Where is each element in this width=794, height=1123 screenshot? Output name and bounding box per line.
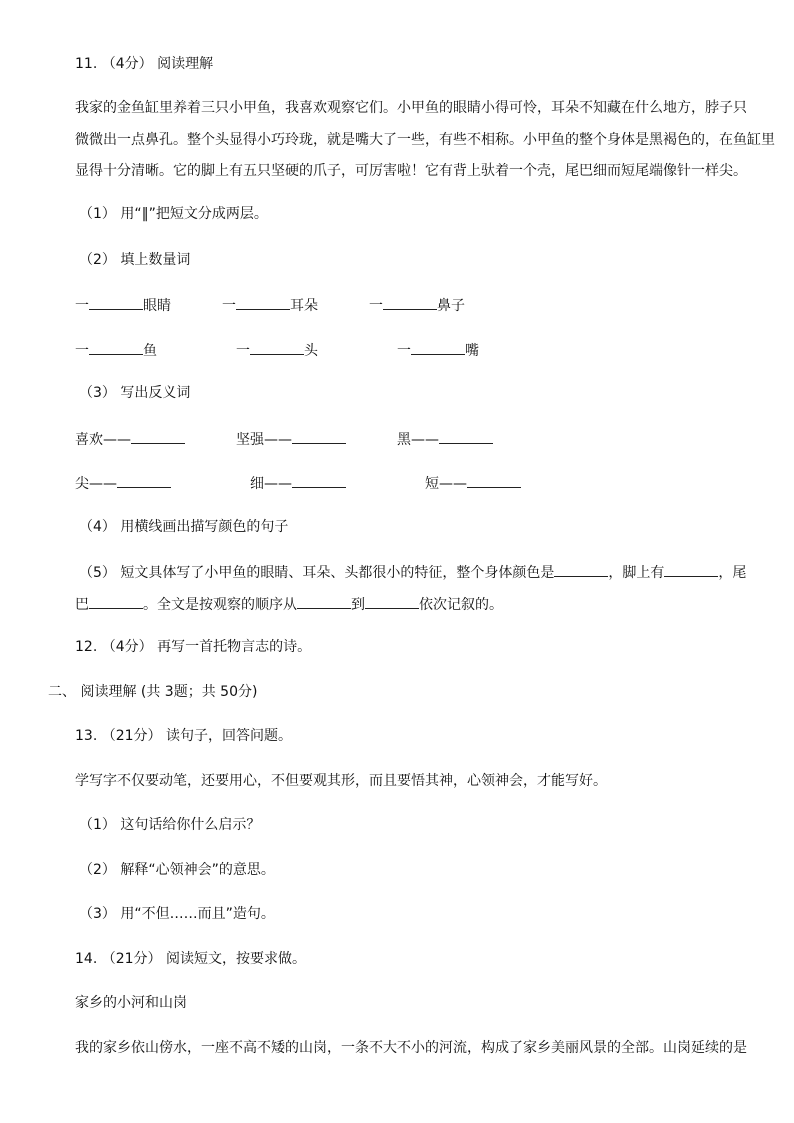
answer-blank[interactable] <box>131 428 185 444</box>
antonym-word: 黑—— <box>397 432 439 448</box>
measure-word-item <box>75 339 157 361</box>
item-word: 耳朵 <box>290 298 318 314</box>
q13-sub1: （1） 这句话给你什么启示？ <box>79 817 261 833</box>
item-word: 鱼 <box>143 343 157 359</box>
question-11-header: 11. （4分） 阅读理解 <box>75 56 214 72</box>
answer-blank[interactable] <box>383 294 437 310</box>
antonym-item <box>397 428 493 450</box>
measure-word-item <box>397 339 479 361</box>
sub5-text: 依次记叙的。 <box>419 597 503 613</box>
sub5-text: ，脚上有 <box>608 565 665 581</box>
q14-title: 家乡的小河和山岗 <box>75 995 187 1011</box>
item-prefix: 一 <box>236 343 250 359</box>
q11-sub5-line1 <box>79 561 746 583</box>
measure-word-item <box>222 294 318 316</box>
antonym-word: 尖—— <box>75 476 117 492</box>
item-prefix: 一 <box>222 298 236 314</box>
q13-sub3: （3） 用“不但……而且”造句。 <box>79 906 275 922</box>
item-prefix: 一 <box>75 298 89 314</box>
answer-blank[interactable] <box>365 593 419 609</box>
answer-blank[interactable] <box>89 593 143 609</box>
item-prefix: 一 <box>397 343 411 359</box>
sub5-text: 巴 <box>75 597 89 613</box>
passage-line-1: 我家的金鱼缸里养着三只小甲鱼，我喜欢观察它们。小甲鱼的眼睛小得可怜，耳朵不知藏在什么地方，脖子只 <box>75 100 747 116</box>
item-word: 嘴 <box>465 343 479 359</box>
answer-blank[interactable] <box>554 561 608 577</box>
antonym-item <box>250 472 346 494</box>
q11-sub3: （3） 写出反义词 <box>79 385 191 401</box>
answer-blank[interactable] <box>117 472 171 488</box>
antonym-word: 细—— <box>250 476 292 492</box>
q11-sub5-line2 <box>75 593 503 615</box>
passage-line-2: 微微出一点鼻孔。整个头显得小巧玲珑，就是嘴大了一些，有些不相称。小甲鱼的整个身体是黑褐色的，在鱼缸里 <box>75 132 775 148</box>
antonym-word: 短—— <box>425 476 467 492</box>
answer-blank[interactable] <box>292 472 346 488</box>
section-2-header: 二、 阅读理解 (共 3题；共 50分) <box>48 684 258 700</box>
answer-blank[interactable] <box>411 339 465 355</box>
measure-word-item <box>75 294 171 316</box>
item-prefix: 一 <box>369 298 383 314</box>
antonym-item <box>75 472 171 494</box>
question-12: 12. （4分） 再写一首托物言志的诗。 <box>75 639 312 655</box>
answer-blank[interactable] <box>89 294 143 310</box>
antonym-word: 喜欢—— <box>75 432 131 448</box>
q11-sub1: （1） 用“‖”把短文分成两层。 <box>79 206 268 222</box>
antonym-item <box>425 472 521 494</box>
answer-blank[interactable] <box>467 472 521 488</box>
answer-blank[interactable] <box>89 339 143 355</box>
q13-sub2: （2） 解释“心领神会”的意思。 <box>79 862 275 878</box>
question-13-header: 13. （21分） 读句子，回答问题。 <box>75 728 292 744</box>
item-prefix: 一 <box>75 343 89 359</box>
measure-word-item <box>369 294 465 316</box>
q11-sub2: （2） 填上数量词 <box>79 252 191 268</box>
q14-text: 我的家乡依山傍水，一座不高不矮的山岗，一条不大不小的河流，构成了家乡美丽风景的全部。山岗延续的是 <box>75 1040 747 1056</box>
sub5-text: ，尾 <box>718 565 747 581</box>
answer-blank[interactable] <box>236 294 290 310</box>
item-word: 眼睛 <box>143 298 171 314</box>
sub5-text: 到 <box>351 597 365 613</box>
item-word: 头 <box>304 343 318 359</box>
item-word: 鼻子 <box>437 298 465 314</box>
sub5-text: （5） 短文具体写了小甲鱼的眼睛、耳朵、头都很小的特征，整个身体颜色是 <box>79 565 555 581</box>
answer-blank[interactable] <box>292 428 346 444</box>
q11-sub4: （4） 用横线画出描写颜色的句子 <box>79 519 289 535</box>
sub5-text: 。全文是按观察的顺序从 <box>143 597 297 613</box>
antonym-word: 坚强—— <box>236 432 292 448</box>
q13-sentence: 学写字不仅要动笔，还要用心，不但要观其形，而且要悟其神，心领神会，才能写好。 <box>75 773 607 789</box>
antonym-item <box>75 428 185 450</box>
passage-line-3: 显得十分清晰。它的脚上有五只坚硬的爪子，可厉害啦！它有背上驮着一个壳，尾巴细而短尾端像针一样尖。 <box>75 163 747 179</box>
answer-blank[interactable] <box>297 593 351 609</box>
antonym-item <box>236 428 346 450</box>
answer-blank[interactable] <box>664 561 718 577</box>
answer-blank[interactable] <box>250 339 304 355</box>
question-14-header: 14. （21分） 阅读短文，按要求做。 <box>75 951 306 967</box>
measure-word-item <box>236 339 318 361</box>
answer-blank[interactable] <box>439 428 493 444</box>
